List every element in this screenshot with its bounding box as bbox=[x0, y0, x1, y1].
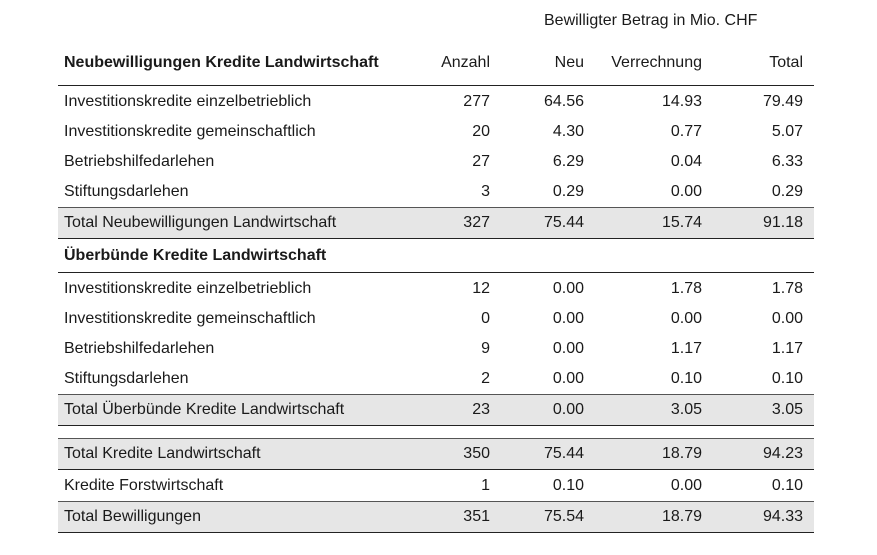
cell-offset: 0.00 bbox=[670, 310, 702, 327]
cell-offset: 18.79 bbox=[661, 445, 702, 462]
cell-offset: 0.00 bbox=[670, 476, 702, 494]
cell-new: 75.44 bbox=[543, 214, 584, 231]
cell-new: 0.00 bbox=[552, 279, 584, 297]
grand-total-row bbox=[58, 501, 814, 533]
cell-offset: 1.78 bbox=[670, 279, 702, 297]
cell-offset: 0.77 bbox=[670, 123, 702, 140]
cell-total: 1.78 bbox=[771, 279, 803, 297]
cell-total: 0.29 bbox=[771, 183, 803, 200]
cell-total: 79.49 bbox=[762, 92, 803, 110]
row-label: Total Bewilligungen bbox=[64, 508, 201, 525]
column-header-total: Total bbox=[769, 53, 803, 71]
cell-total: 6.33 bbox=[771, 153, 803, 170]
row-label: Betriebshilfedarlehen bbox=[64, 153, 215, 170]
row-label: Investitionskredite gemeinschaftlich bbox=[64, 123, 316, 140]
row-label: Total Neubewilligungen Landwirtschaft bbox=[64, 214, 337, 231]
cell-total: 0.00 bbox=[771, 310, 803, 327]
column-header-offset: Verrechnung bbox=[611, 53, 702, 71]
amount-group-label: Bewilligter Betrag in Mio. CHF bbox=[544, 12, 758, 29]
column-header-new: Neu bbox=[554, 53, 584, 71]
table-row bbox=[58, 117, 814, 147]
row-label: Stiftungsdarlehen bbox=[64, 183, 189, 200]
row-label: Investitionskredite einzelbetrieblich bbox=[64, 279, 312, 297]
cell-new: 75.54 bbox=[543, 508, 584, 525]
table-row bbox=[58, 364, 814, 394]
row-label: Total Kredite Landwirtschaft bbox=[64, 445, 261, 462]
section-header-row bbox=[58, 239, 814, 273]
subtotal-row bbox=[58, 394, 814, 426]
row-label: Kredite Forstwirtschaft bbox=[64, 476, 224, 494]
cell-count: 351 bbox=[463, 508, 490, 525]
cell-count: 12 bbox=[472, 279, 490, 297]
total-agriculture-row bbox=[58, 438, 814, 470]
table-header-row bbox=[58, 40, 814, 86]
credit-approvals-table bbox=[58, 0, 814, 533]
row-label: Investitionskredite einzelbetrieblich bbox=[64, 92, 312, 110]
cell-count: 277 bbox=[463, 92, 490, 110]
cell-offset: 1.17 bbox=[670, 340, 702, 357]
cell-total: 0.10 bbox=[771, 476, 803, 494]
cell-count: 9 bbox=[481, 340, 490, 357]
cell-new: 0.00 bbox=[552, 401, 584, 418]
cell-new: 0.29 bbox=[552, 183, 584, 200]
cell-total: 5.07 bbox=[771, 123, 803, 140]
cell-count: 1 bbox=[481, 476, 490, 494]
section-title: Überbünde Kredite Landwirtschaft bbox=[64, 246, 327, 264]
subtotal-row bbox=[58, 207, 814, 239]
cell-new: 0.00 bbox=[552, 340, 584, 357]
cell-count: 2 bbox=[481, 370, 490, 387]
cell-offset: 0.04 bbox=[670, 153, 702, 170]
cell-new: 0.10 bbox=[552, 476, 584, 494]
cell-count: 23 bbox=[472, 401, 490, 418]
table-row bbox=[58, 86, 814, 117]
table-row bbox=[58, 304, 814, 334]
cell-offset: 18.79 bbox=[661, 508, 702, 525]
cell-count: 350 bbox=[463, 445, 490, 462]
cell-offset: 0.10 bbox=[670, 370, 702, 387]
table-title: Neubewilligungen Kredite Landwirtschaft bbox=[64, 53, 379, 71]
cell-total: 94.33 bbox=[762, 508, 803, 525]
cell-count: 0 bbox=[481, 310, 490, 327]
table-row bbox=[58, 334, 814, 364]
amount-group-header bbox=[58, 0, 814, 40]
cell-offset: 14.93 bbox=[661, 92, 702, 110]
table-spacer bbox=[58, 426, 814, 438]
cell-new: 64.56 bbox=[543, 92, 584, 110]
table-row bbox=[58, 177, 814, 207]
table-row bbox=[58, 147, 814, 177]
table-row bbox=[58, 273, 814, 304]
cell-count: 3 bbox=[481, 183, 490, 200]
cell-new: 0.00 bbox=[552, 310, 584, 327]
row-label: Investitionskredite gemeinschaftlich bbox=[64, 310, 316, 327]
cell-count: 27 bbox=[472, 153, 490, 170]
cell-new: 75.44 bbox=[543, 445, 584, 462]
cell-count: 327 bbox=[463, 214, 490, 231]
cell-offset: 3.05 bbox=[670, 401, 702, 418]
cell-offset: 0.00 bbox=[670, 183, 702, 200]
column-header-count: Anzahl bbox=[441, 53, 490, 71]
forestry-row bbox=[58, 470, 814, 501]
cell-offset: 15.74 bbox=[661, 214, 702, 231]
row-label: Betriebshilfedarlehen bbox=[64, 340, 215, 357]
cell-new: 0.00 bbox=[552, 370, 584, 387]
cell-total: 1.17 bbox=[771, 340, 803, 357]
cell-total: 3.05 bbox=[771, 401, 803, 418]
cell-total: 0.10 bbox=[771, 370, 803, 387]
cell-new: 4.30 bbox=[552, 123, 584, 140]
row-label: Stiftungsdarlehen bbox=[64, 370, 189, 387]
cell-total: 91.18 bbox=[762, 214, 803, 231]
cell-count: 20 bbox=[472, 123, 490, 140]
cell-new: 6.29 bbox=[552, 153, 584, 170]
row-label: Total Überbünde Kredite Landwirtschaft bbox=[64, 401, 345, 418]
cell-total: 94.23 bbox=[762, 445, 803, 462]
